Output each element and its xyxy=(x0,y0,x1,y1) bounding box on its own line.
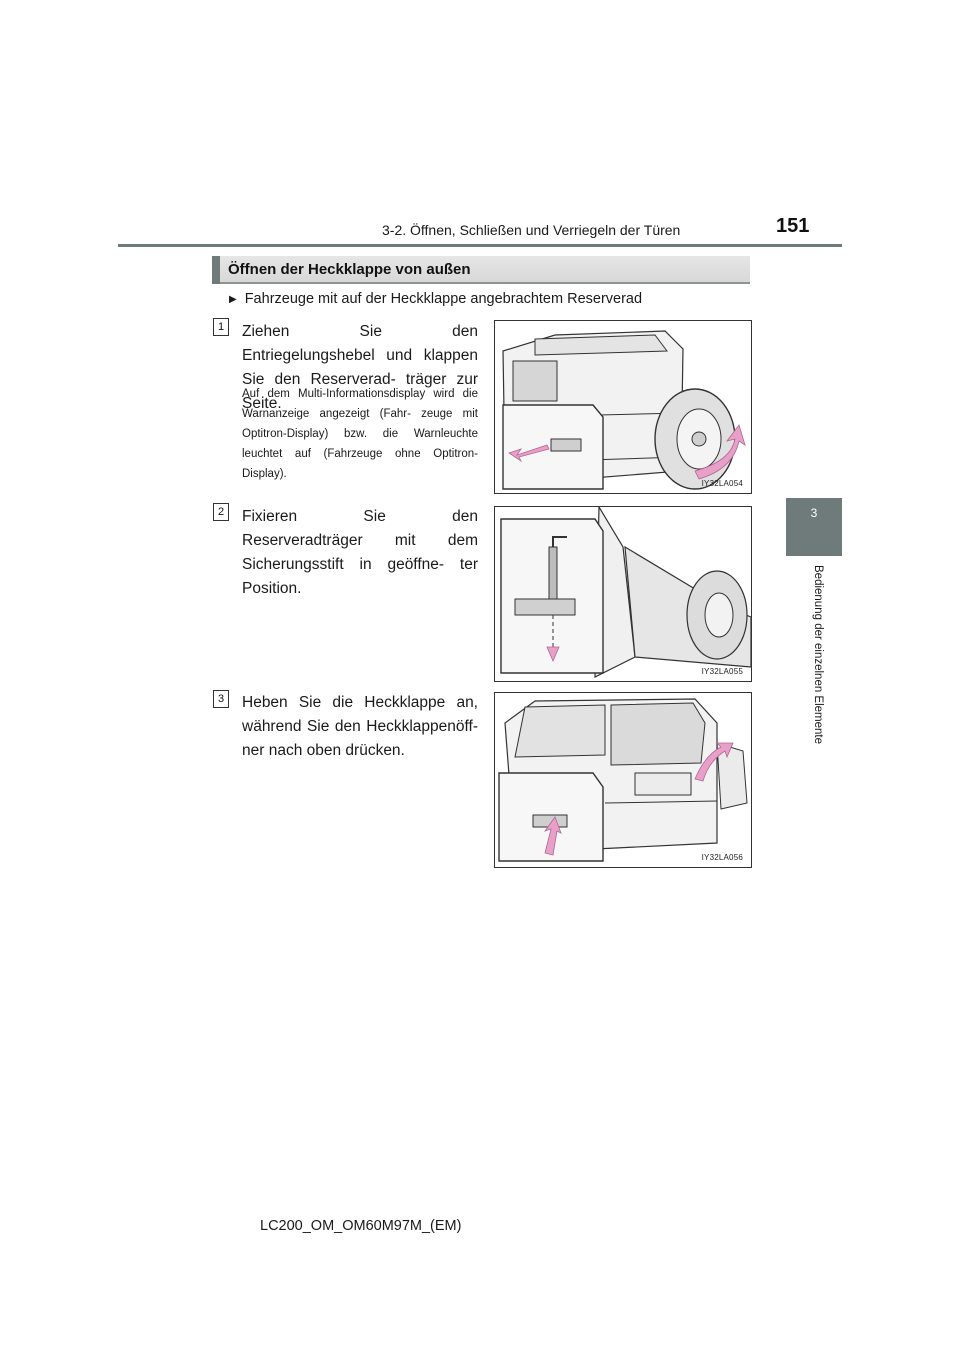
figure-back-door-opener xyxy=(494,692,752,868)
step-badge-1: 1 xyxy=(213,318,229,336)
figure-code: IY32LA055 xyxy=(701,667,743,676)
side-tab-label: Bedienung der einzelnen Elemente xyxy=(812,565,824,745)
document-id: LC200_OM_OM60M97M_(EM) xyxy=(260,1218,462,1234)
figure-code: IY32LA054 xyxy=(701,479,743,488)
header-rule xyxy=(118,244,842,247)
step-3-text: Heben Sie die Heckklappe an, während Sie den Heckklappenöff- ner nach oben drücken. xyxy=(242,694,478,759)
triangle-bullet-icon: ▶ xyxy=(229,294,237,305)
section-bullet xyxy=(229,291,642,307)
figure-security-pin xyxy=(494,506,752,682)
step-1-note: Auf dem Multi-Informationsdisplay wird die Warnanzeige angezeigt (Fahr- zeuge mit Optitron-Display) bzw. die Warnleuchte leuchtet auf (Fahrzeuge ohne Optitron-Display). xyxy=(242,388,478,480)
step-badge-3: 3 xyxy=(213,690,229,708)
figure-spare-wheel-carrier xyxy=(494,320,752,494)
page-number: 151 xyxy=(776,215,810,237)
section-heading-accent xyxy=(212,256,220,284)
step-2-text: Fixieren Sie den Reserveradträger mit dem Sicherungsstift in geöffne- ter Position. xyxy=(242,508,478,597)
step-badge-2: 2 xyxy=(213,503,229,521)
bullet-text: Fahrzeuge mit auf der Heckklappe angebrachtem Reserverad xyxy=(244,291,643,307)
chapter-title: 3-2. Öffnen, Schließen und Verriegeln der Türen xyxy=(382,222,681,238)
step-1-text: Ziehen Sie den Entriegelungshebel und klappen Sie den Reserverad- träger zur Seite. xyxy=(242,323,478,412)
section-title: Öffnen der Heckklappe von außen xyxy=(228,261,471,278)
figure-1-illustration xyxy=(495,321,751,493)
figure-code: IY32LA056 xyxy=(701,853,743,862)
side-tab-number: 3 xyxy=(810,506,818,520)
